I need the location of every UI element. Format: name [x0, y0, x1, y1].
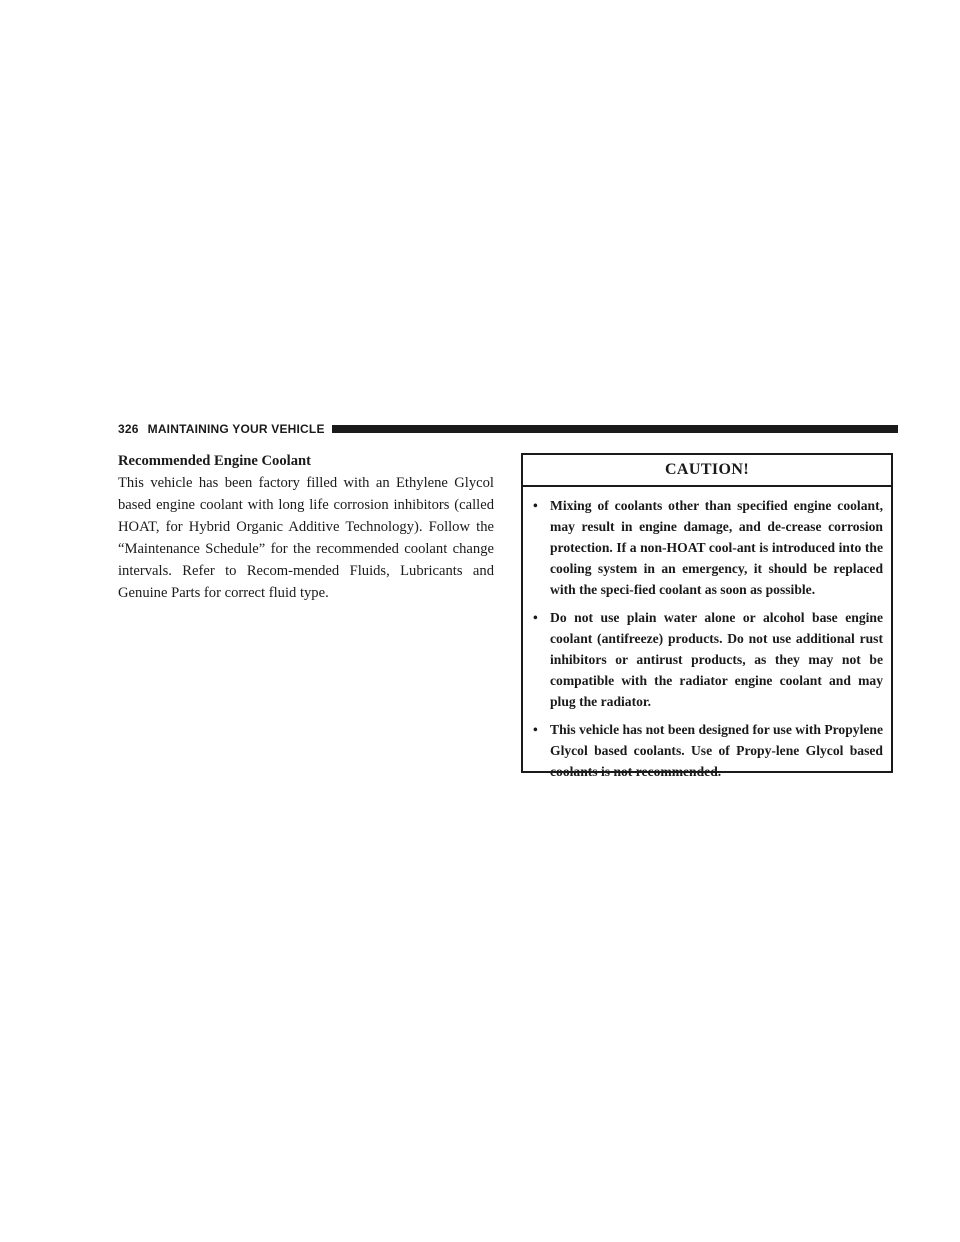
caution-title: CAUTION! [523, 455, 891, 487]
caution-item [533, 719, 883, 782]
bullet-icon: • [533, 722, 538, 737]
caution-item [533, 607, 883, 712]
coolant-section [118, 450, 494, 604]
caution-box [521, 453, 893, 779]
coolant-heading: Recommended Engine Coolant [118, 453, 311, 469]
page-header [118, 422, 898, 436]
caution-item-text: Mixing of coolants other than specified engine coolant, may result in engine damage, and de-crease corrosion protection. If a non-HOAT cool-ant is introduced into the cooling system in an emergency, it should be replaced with the speci-fied coolant as soon as possible. [550, 498, 883, 597]
bullet-icon: • [533, 498, 538, 513]
caution-list [523, 487, 891, 782]
caution-item-text: This vehicle has not been designed for use with Propylene Glycol based coolants. Use of Propy-lene Glycol based coolants is not recommended. [550, 722, 883, 779]
bullet-icon: • [533, 610, 538, 625]
page-number: 326 [118, 422, 139, 436]
header-rule [332, 425, 898, 433]
section-title: MAINTAINING YOUR VEHICLE [147, 422, 325, 436]
coolant-body: This vehicle has been factory filled with an Ethylene Glycol based engine coolant with long life corrosion inhibitors (called HOAT, for Hybrid Organic Additive Technology). Follow the “Maintenance Schedule” for the recommended coolant change intervals. Refer to Recom-mended Fluids, Lubricants and Genuine Parts for correct fluid type. [118, 475, 494, 601]
caution-item-text: Do not use plain water alone or alcohol base engine coolant (antifreeze) products. Do not use additional rust inhibitors or antirust products, as they may not be compatible with the radiator engine coolant and may plug the radiator. [550, 610, 883, 709]
caution-item [533, 495, 883, 600]
